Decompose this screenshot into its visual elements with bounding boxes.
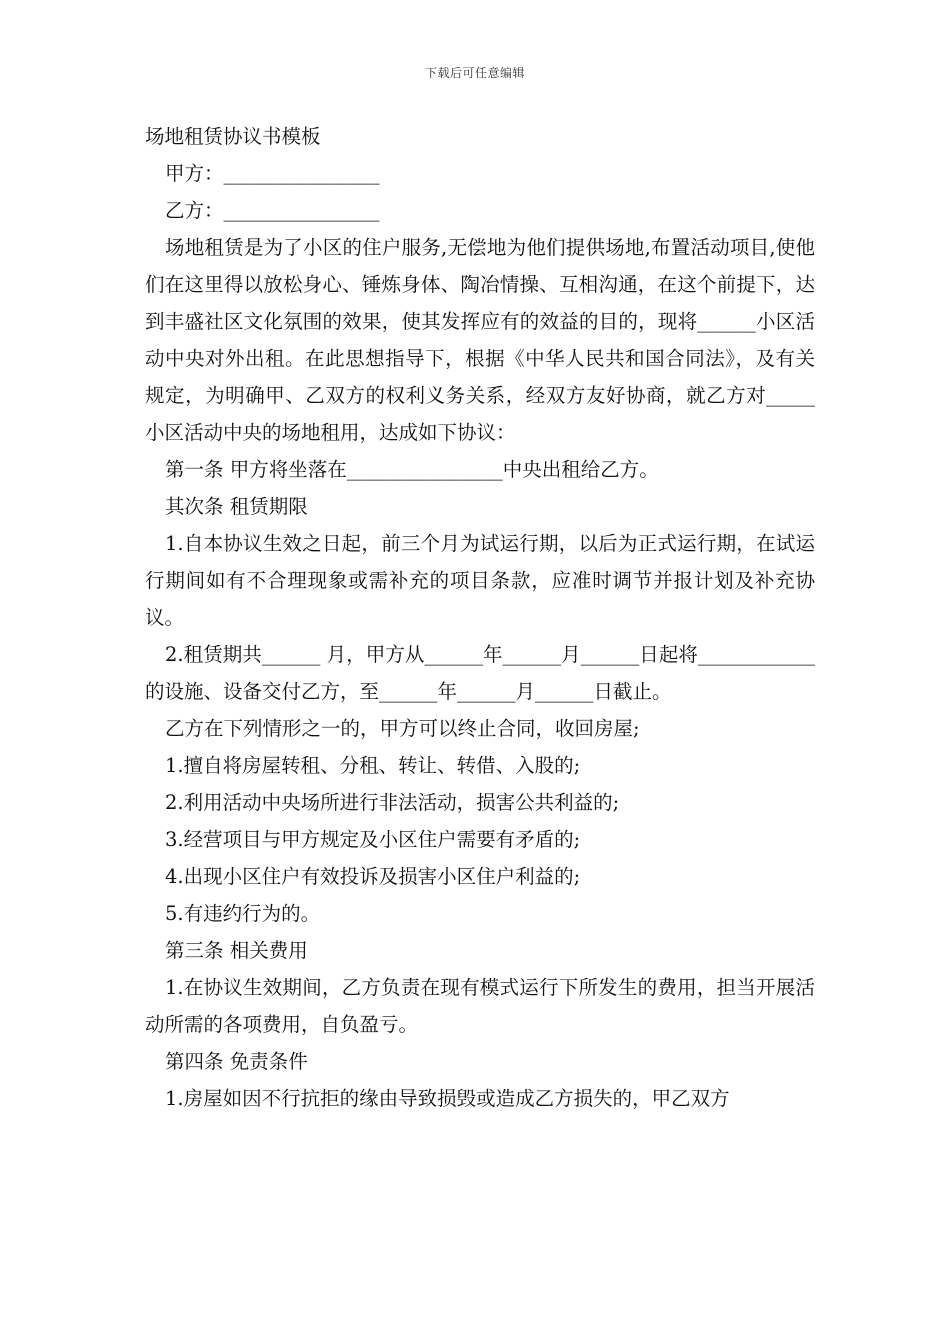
- document-title: 场地租赁协议书模板: [145, 125, 321, 148]
- paragraph-termination-item-5: 5.有违约行为的。: [165, 902, 321, 925]
- paragraph-termination-item-2: 2.利用活动中央场所进行非法活动，损害公共利益的;: [165, 791, 620, 814]
- paragraph-intro: 场地租赁是为了小区的住户服务,无偿地为他们提供场地,布置活动项目,使他们在这里得以放松身心、锤炼身体、陶冶情操、互相沟通，在这个前提下，达到丰盛社区文化氛围的效果，使其发挥应有的效益的目的，现将______小区活动中央对外出租。在此思想指导下，根据《中华人民共和国合同法》，及有关规定，为明确甲、乙双方的权利义务关系，经双方友好协商，就乙方对_____小区活动中央的场地租用，达成如下协议：: [145, 236, 815, 444]
- paragraph-article-3-item-1: 1.在协议生效期间，乙方负责在现有模式运行下所发生的费用，担当开展活动所需的各项费用，自负盈亏。: [145, 976, 815, 1036]
- paragraph-article-2-item-1: 1.自本协议生效之日起，前三个月为试运行期，以后为正式运行期，在试运行期间如有不合理现象或需补充的项目条款，应准时调节并报计划及补充协议。: [145, 532, 815, 629]
- document-body: [145, 118, 815, 1117]
- paragraph-termination-item-4: 4.出现小区住户有效投诉及损害小区住户利益的;: [165, 865, 581, 888]
- paragraph-termination-intro: 乙方在下列情形之一的，甲方可以终止合同，收回房屋;: [165, 717, 640, 740]
- paragraph-party-b: 乙方：________________: [165, 199, 380, 222]
- paragraph-termination-item-3: 3.经营项目与甲方规定及小区住户需要有矛盾的;: [165, 828, 581, 851]
- paragraph-article-2-item-2: 2.租赁期共______ 月，甲方从______年______月______日起将____________的设施、设备交付乙方，至______年______月______日截止。: [145, 643, 815, 703]
- heading-article-3: 第三条 相关费用: [165, 939, 308, 962]
- heading-article-4: 第四条 免责条件: [165, 1050, 308, 1073]
- paragraph-party-a: 甲方：________________: [165, 162, 380, 185]
- paragraph-article-4-item-1: 1.房屋如因不行抗拒的缘由导致损毁或造成乙方损失的，甲乙双方: [165, 1087, 730, 1110]
- paragraph-termination-item-1: 1.擅自将房屋转租、分租、转让、转借、入股的;: [165, 754, 581, 777]
- paragraph-article-1: 第一条 甲方将坐落在________________中央出租给乙方。: [165, 458, 659, 481]
- page-header-note: 下载后可任意编辑: [424, 66, 525, 80]
- heading-article-2: 其次条 租赁期限: [165, 495, 308, 518]
